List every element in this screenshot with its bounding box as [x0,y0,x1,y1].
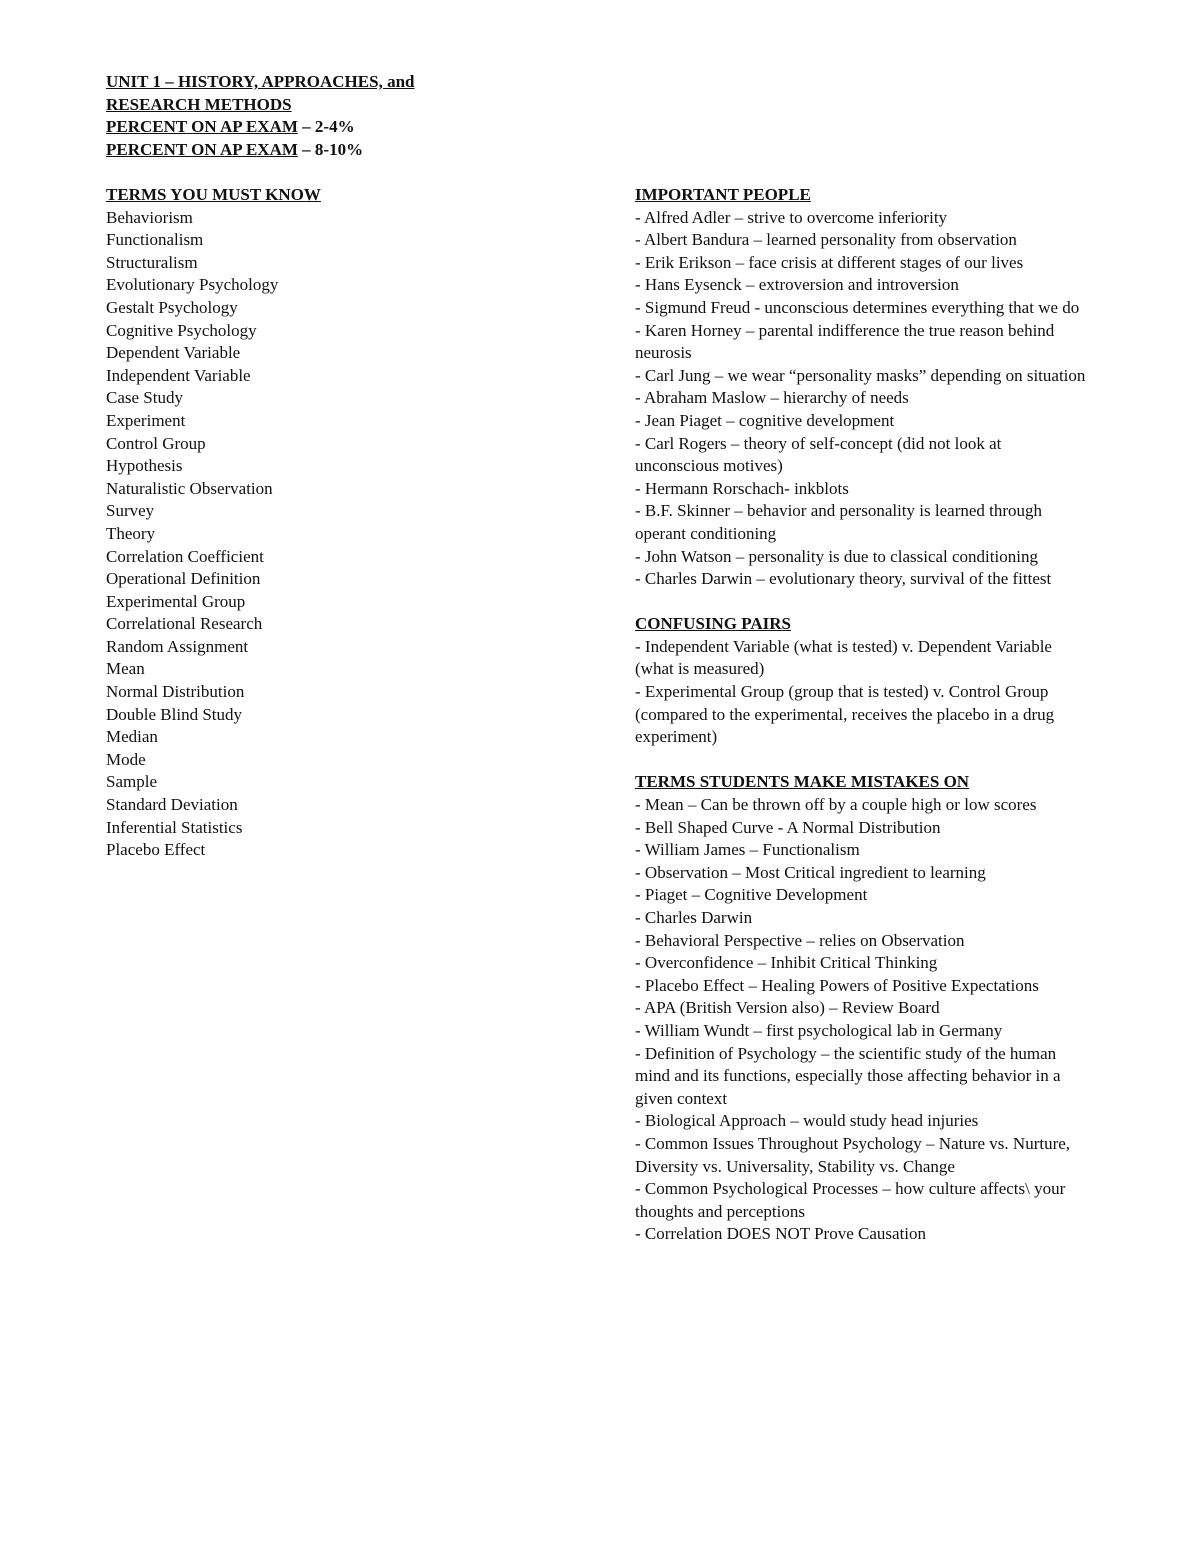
mistake-item: - Mean – Can be thrown off by a couple high or low scores [635,795,1037,815]
mistake-item: - Biological Approach – would study head injuries [635,1111,979,1131]
document-header [106,71,586,161]
percent-row [106,139,586,162]
mistake-item: - Correlation DOES NOT Prove Causation [635,1224,927,1244]
section-spacer [635,591,1095,614]
terms-list [106,207,586,862]
mistake-item: - William James – Functionalism [635,840,860,860]
person-item: - Carl Rogers – theory of self-concept (did not look at unconscious motives) [635,433,1002,476]
person-item: - Sigmund Freud - unconscious determines everything that we do [635,297,1080,317]
term-item: Functionalism [106,230,204,250]
term-item: Case Study [106,388,183,408]
mistake-item: - Charles Darwin [635,908,753,927]
term-item: Experimental Group [106,591,246,611]
right-column [635,184,1095,1246]
mistakes-list [635,794,1095,1246]
percent-value: – 8-10% [297,139,364,159]
pairs-section-title: CONFUSING PAIRS [635,614,792,634]
term-item: Sample [106,772,157,792]
term-item: Structuralism [106,252,198,272]
mistakes-section-title: TERMS STUDENTS MAKE MISTAKES ON [635,772,970,792]
mistake-item: - Common Psychological Processes – how culture affects\ your thoughts and perceptions [635,1179,1066,1221]
person-item: - Charles Darwin – evolutionary theory, survival of the fittest [635,569,1052,589]
term-item: Operational Definition [106,569,261,589]
term-item: Control Group [106,433,206,453]
mistake-item: - Behavioral Perspective – relies on Observation [635,930,965,950]
pair-item: - Experimental Group (group that is tested) v. Control Group (compared to the experimental, receives the placebo in a drug experiment) [635,682,1055,747]
unit-title-line-2: RESEARCH METHODS [106,94,292,114]
term-item: Placebo Effect [106,840,206,860]
percent-row [106,116,586,139]
percent-value: – 2-4% [297,117,355,137]
term-item: Double Blind Study [106,704,243,724]
mistake-item: - William Wundt – first psychological lab in Germany [635,1020,1003,1040]
mistake-item: - Overconfidence – Inhibit Critical Thinking [635,953,938,973]
term-item: Median [106,727,158,747]
term-item: Gestalt Psychology [106,297,238,317]
person-item: - Carl Jung – we wear “personality masks” depending on situation [635,365,1086,385]
percent-label: PERCENT ON AP EXAM [106,117,298,137]
people-section-title: IMPORTANT PEOPLE [635,185,811,204]
pairs-list [635,636,1095,749]
percent-label: PERCENT ON AP EXAM [106,139,298,159]
pair-item: - Independent Variable (what is tested) v. Dependent Variable (what is measured) [635,636,1052,679]
term-item: Correlation Coefficient [106,546,264,566]
person-item: - Abraham Maslow – hierarchy of needs [635,388,909,408]
person-item: - Hermann Rorschach- inkblots [635,478,849,498]
mistake-item: - Common Issues Throughout Psychology – Nature vs. Nurture, Diversity vs. Universality, Stability vs. Change [635,1133,1071,1176]
terms-column [106,184,586,862]
person-item: - Hans Eysenck – extroversion and introversion [635,275,959,295]
terms-section-title: TERMS YOU MUST KNOW [106,185,321,204]
mistake-item: - Bell Shaped Curve - A Normal Distribution [635,817,941,837]
person-item: - Karen Horney – parental indifference the true reason behind neurosis [635,320,1055,363]
term-item: Survey [106,501,155,521]
term-item: Theory [106,523,156,543]
term-item: Mean [106,659,145,679]
section-spacer [635,749,1095,772]
person-item: - Albert Bandura – learned personality from observation [635,230,1017,250]
person-item: - John Watson – personality is due to classical conditioning [635,546,1038,566]
person-item: - Erik Erikson – face crisis at different stages of our lives [635,252,1024,272]
term-item: Correlational Research [106,614,263,634]
term-item: Evolutionary Psychology [106,275,279,295]
term-item: Hypothesis [106,456,183,476]
person-item: - B.F. Skinner – behavior and personality is learned through operant conditioning [635,501,1043,543]
mistake-item: - Definition of Psychology – the scientific study of the human mind and its functions, especially those affecting behavior in a given context [635,1043,1061,1108]
mistake-item: - Piaget – Cognitive Development [635,885,868,905]
people-list [635,207,1095,591]
term-item: Behaviorism [106,207,193,227]
term-item: Standard Deviation [106,795,238,815]
mistake-item: - APA (British Version also) – Review Board [635,998,940,1018]
term-item: Dependent Variable [106,343,241,363]
term-item: Experiment [106,410,186,430]
mistake-item: - Observation – Most Critical ingredient to learning [635,862,986,882]
term-item: Inferential Statistics [106,817,243,837]
term-item: Random Assignment [106,636,249,656]
term-item: Mode [106,749,146,769]
person-item: - Alfred Adler – strive to overcome inferiority [635,207,948,227]
unit-title-line-1: UNIT 1 – HISTORY, APPROACHES, and [106,72,415,91]
term-item: Naturalistic Observation [106,478,273,498]
term-item: Cognitive Psychology [106,320,257,340]
term-item: Normal Distribution [106,682,245,702]
mistake-item: - Placebo Effect – Healing Powers of Positive Expectations [635,975,1039,995]
term-item: Independent Variable [106,365,251,385]
person-item: - Jean Piaget – cognitive development [635,410,895,430]
